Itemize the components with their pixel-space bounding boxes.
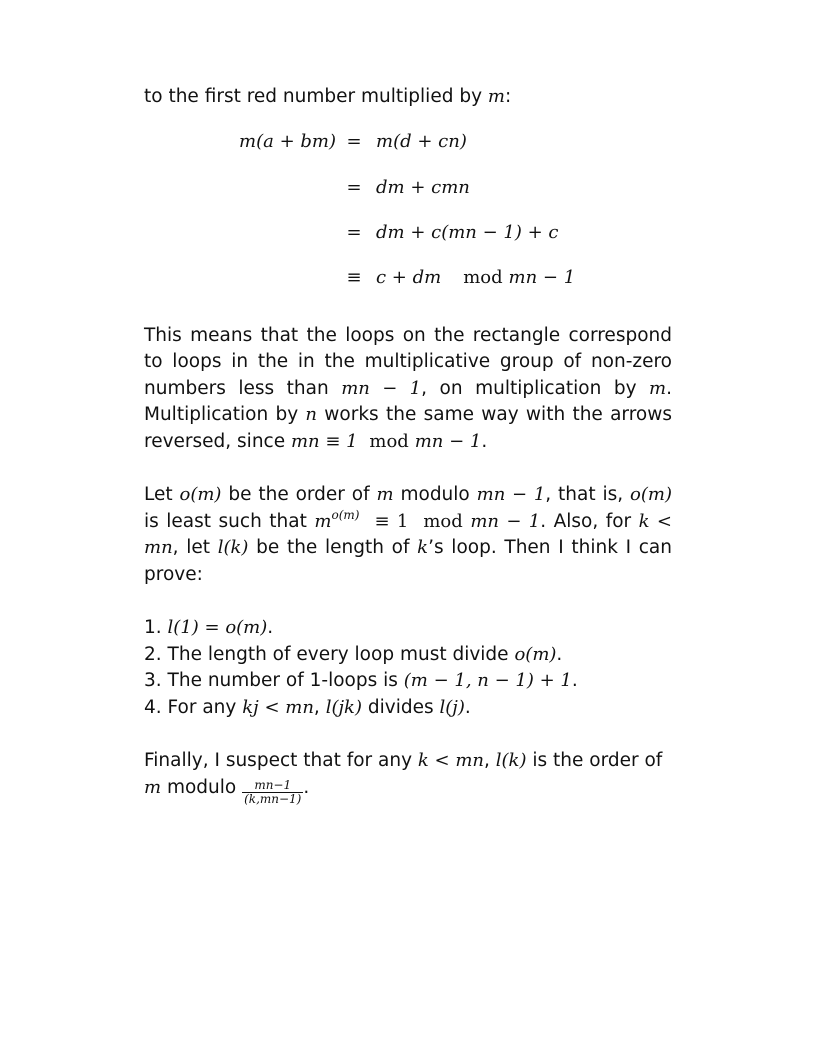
equation-lhs: m(a + bm) — [239, 130, 336, 152]
para1-text: , on multiplication by — [421, 377, 650, 399]
list-number: 4. — [144, 696, 162, 718]
para2-text: be the order of — [221, 484, 377, 505]
fraction-denominator: (k,mn−1) — [244, 791, 302, 806]
equation-rhs-tail: mn − 1 — [508, 266, 576, 288]
paragraph-conjecture — [144, 748, 672, 806]
equation-rhs: m(d + cn) — [376, 130, 467, 152]
para2-math: ≡ 1 — [374, 510, 409, 532]
para2-text: , that is, — [545, 484, 631, 505]
list-item — [144, 615, 672, 642]
list-math: l(jk) — [325, 696, 362, 718]
list-item — [144, 668, 672, 695]
list-item — [144, 695, 672, 722]
equation-relation: = — [346, 130, 362, 152]
para2-text: be the length of — [248, 537, 418, 558]
para1-math: mn − 1 — [414, 430, 482, 452]
para1-text: This means that the loops on the rectangle correspond to loops in the in the multiplicative group of non-zero numbers less than — [144, 324, 672, 399]
intro-line — [144, 84, 672, 111]
para1-math: mn ≡ 1 — [290, 430, 358, 452]
equation-relation: ≡ — [346, 266, 362, 288]
para3-text: is the order of — [526, 750, 663, 771]
list-text: , — [313, 696, 326, 718]
list-number: 1. — [144, 617, 162, 638]
list-number: 3. — [144, 670, 162, 691]
equation-rhs: c + dm — [376, 266, 442, 288]
list-text: The length of every loop must divide — [167, 643, 515, 665]
equation-relation: = — [346, 176, 362, 198]
para1-math: mn − 1 — [341, 377, 422, 399]
para3-text: . — [303, 776, 310, 798]
equation-row — [144, 265, 672, 295]
para2-math: mn − 1 — [476, 484, 546, 505]
para2-text: is least such that — [144, 510, 315, 532]
para2-math: o(m) — [179, 484, 222, 505]
equation-relation: = — [346, 221, 362, 243]
equation-array — [144, 125, 672, 305]
list-math: o(m) — [514, 643, 557, 665]
equation-rhs: dm + cmn — [376, 176, 470, 198]
para2-math: l(k) — [217, 537, 249, 558]
para2-math: m — [376, 484, 394, 505]
para2-text: . Also, for — [540, 510, 639, 532]
para1-math: n — [305, 404, 318, 425]
list-text: . — [556, 643, 563, 665]
para3-text: Finally, I suspect that for any — [144, 750, 418, 771]
para3-math: l(k) — [495, 750, 527, 771]
equation-rhs: dm + c(mn − 1) + c — [376, 221, 559, 243]
para2-superscript: o(m) — [331, 507, 360, 522]
para1-mod: mod — [369, 430, 409, 452]
fraction-numerator: mn−1 — [242, 779, 303, 793]
intro-math: m — [487, 86, 505, 107]
para2-math: m — [314, 510, 332, 532]
para1-text: . — [481, 430, 488, 452]
para2-math: k — [417, 537, 429, 558]
para2-math: mn − 1 — [470, 510, 541, 532]
para2-text: , let — [172, 537, 218, 558]
equation-row — [144, 175, 672, 205]
list-text: . — [464, 696, 471, 718]
list-math: kj < mn — [242, 696, 314, 718]
intro-text: to the first red number multiplied by — [144, 86, 488, 107]
para3-text: modulo — [161, 776, 243, 798]
paragraph-loops — [144, 323, 672, 456]
document-page — [144, 84, 672, 806]
para2-text: modulo — [393, 484, 477, 505]
equation-row — [144, 129, 672, 159]
para1-text: works the same way with the arrows reversed, since — [144, 404, 672, 452]
para2-math: o(m) — [630, 484, 672, 505]
para1-math: m — [649, 377, 667, 399]
list-text: . — [571, 670, 578, 691]
para3-math: k < mn — [417, 750, 485, 771]
para3-math: m — [144, 776, 162, 798]
equation-row — [144, 220, 672, 250]
list-text: For any — [167, 696, 243, 718]
list-math: l(1) = o(m) — [167, 617, 268, 638]
equation-mod: mod — [463, 266, 503, 288]
paragraph-order — [144, 482, 672, 588]
list-item — [144, 642, 672, 669]
list-text: The number of 1-loops is — [167, 670, 404, 691]
para2-math: k < mn — [144, 510, 673, 558]
list-math: (m − 1, n − 1) + 1 — [403, 670, 572, 691]
para2-text: Let — [144, 484, 180, 505]
list-math: l(j) — [439, 696, 465, 718]
para2-mod: mod — [423, 510, 463, 532]
para2-text: ’s loop. Then I think I can prove: — [144, 537, 672, 585]
list-text: divides — [361, 696, 440, 718]
para3-text: , — [484, 750, 496, 771]
equation-rhs-group — [376, 265, 575, 292]
list-text: . — [267, 617, 274, 638]
intro-tail: : — [504, 86, 512, 107]
numbered-list — [144, 615, 672, 721]
para1-text: . Multiplication by — [144, 377, 673, 425]
list-number: 2. — [144, 643, 162, 665]
fraction — [242, 779, 303, 806]
